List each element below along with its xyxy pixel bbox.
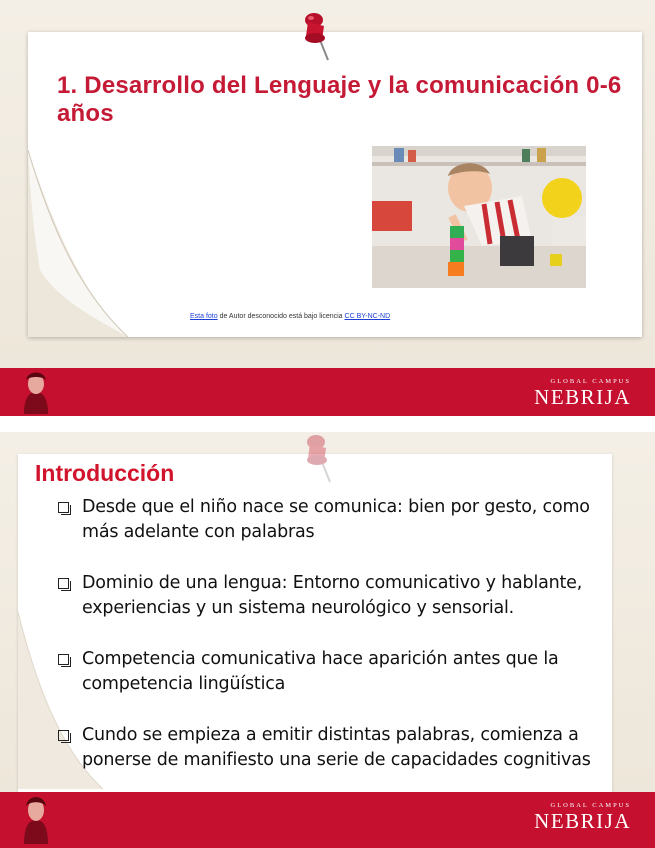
nebrija-logo: [534, 802, 631, 832]
portrait-logo: [18, 794, 54, 844]
photo-baby-blocks: [372, 146, 586, 288]
brand-band: [0, 792, 655, 848]
checkbox-bullet-icon: [58, 578, 69, 589]
slide-1: [0, 0, 655, 416]
brand-name: NEBRIJA: [534, 385, 631, 409]
push-pin-icon: [298, 10, 338, 62]
credit-text: de Autor desconocido está bajo licencia: [217, 313, 345, 320]
push-pin-icon: [300, 432, 340, 484]
list-item: [58, 723, 618, 773]
brand-band: [0, 368, 655, 416]
bullet-text: Desde que el niño nace se comunica: bien por gesto, como más adelante con palabras: [82, 497, 590, 542]
bullet-text: Competencia comunicativa hace aparición antes que la competencia lingüística: [82, 649, 559, 694]
slide-title: 1. Desarrollo del Lenguaje y la comunicación 0-6 años: [57, 72, 622, 127]
bullet-text: Cundo se empieza a emitir distintas palabras, comienza a ponerse de manifiesto una serie de capacidades cognitivas: [82, 725, 591, 770]
slide-title: Introducción: [35, 460, 175, 486]
nebrija-logo: [534, 378, 631, 408]
slide-2: [0, 432, 655, 848]
license-link[interactable]: CC BY-NC-ND: [344, 313, 391, 320]
photo-link[interactable]: Esta foto: [190, 313, 218, 320]
bullet-list: [58, 495, 618, 799]
checkbox-bullet-icon: [58, 654, 69, 665]
bullet-text: Dominio de una lengua: Entorno comunicativo y hablante, experiencias y un sistema neurológico y sensorial.: [82, 573, 583, 618]
portrait-logo: [18, 370, 54, 414]
brand-subtitle: GLOBAL CAMPUS: [550, 378, 631, 385]
page-curl: [28, 150, 138, 340]
checkbox-bullet-icon: [58, 502, 69, 513]
brand-name: NEBRIJA: [534, 809, 631, 833]
checkbox-bullet-icon: [58, 730, 69, 741]
list-item: [58, 647, 618, 697]
list-item: [58, 495, 618, 545]
brand-subtitle: GLOBAL CAMPUS: [550, 802, 631, 809]
photo-credit: [190, 313, 390, 320]
list-item: [58, 571, 618, 621]
